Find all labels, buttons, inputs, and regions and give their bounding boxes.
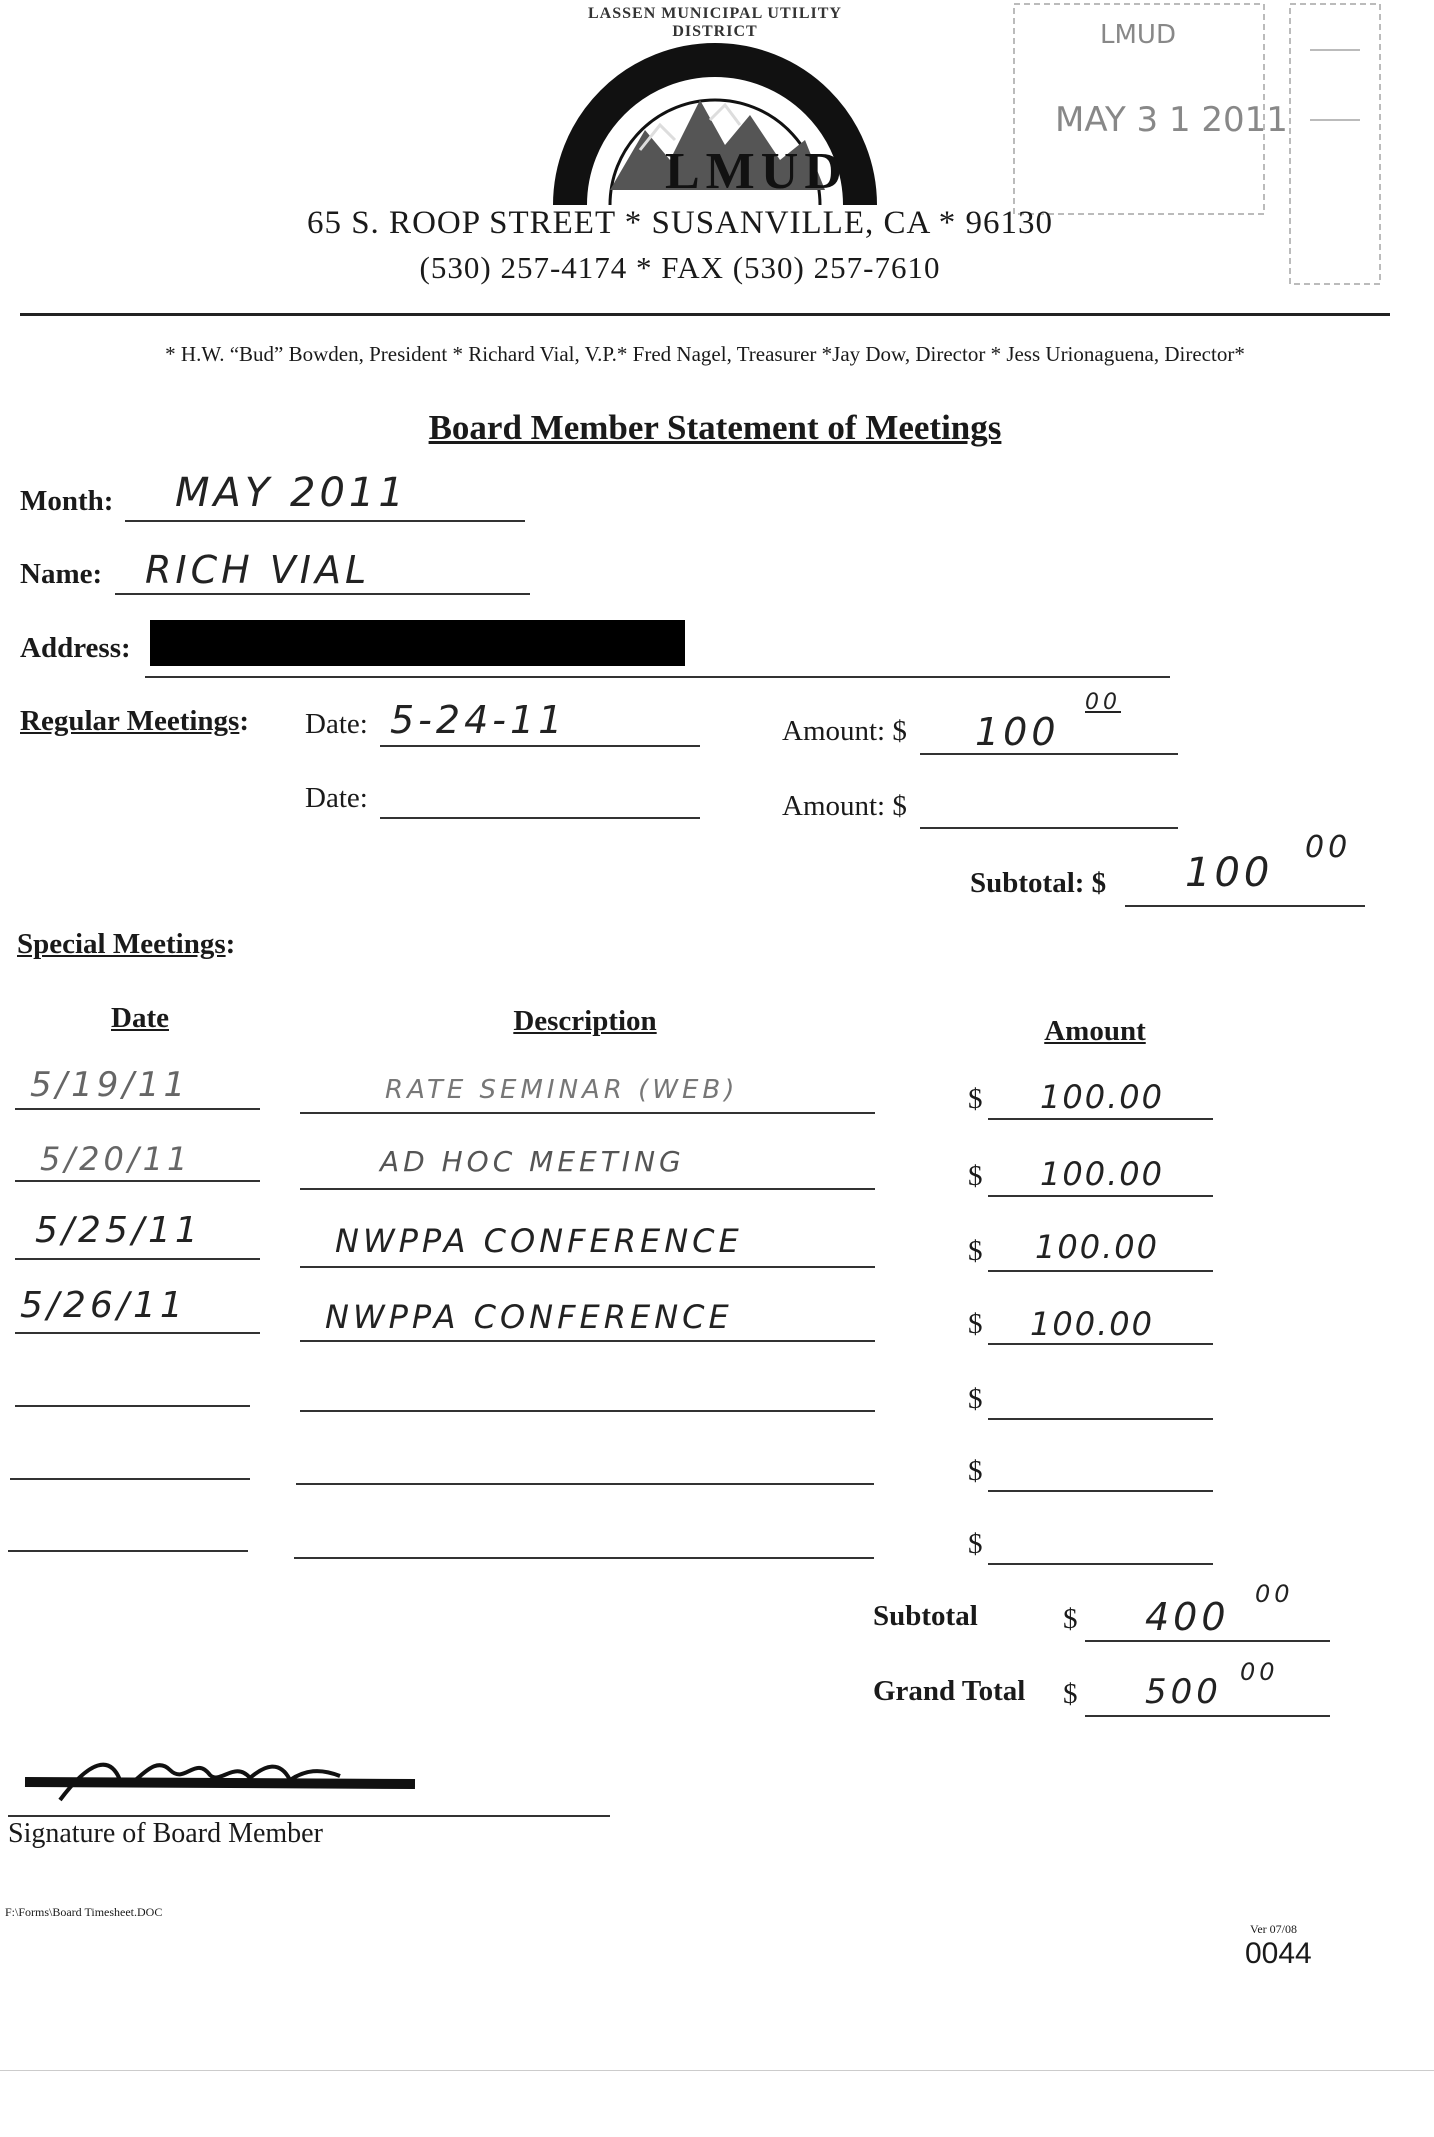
signature-scribble [20,1740,420,1810]
regular-subtotal-cents: 00 [1305,830,1352,865]
special-subtotal-currency: $ [1063,1603,1078,1635]
regular-date-label-2: Date: [305,782,368,814]
district-logo [550,30,880,210]
special-date-3[interactable]: 5/25/11 [35,1210,202,1251]
stamp-date: MAY 3 1 2011 [1055,100,1288,140]
special-desc-4[interactable]: NWPPA CONFERENCE [325,1298,733,1336]
letterhead-address: 65 S. ROOP STREET * SUSANVILLE, CA * 96130 [306,205,1054,241]
address-redaction [150,620,685,666]
regular-meetings-label: Regular Meetings: [20,705,250,737]
regular-date-1[interactable]: 5-24-11 [390,698,567,742]
special-header-date: Date [111,1002,169,1034]
special-currency-3: $ [968,1235,983,1267]
month-line [125,520,525,522]
regular-subtotal-line [1125,905,1365,907]
regular-amount-label-2: Amount: $ [782,790,907,822]
page-number: 0044 [1245,1937,1312,1970]
special-desc-2[interactable]: AD HOC MEETING [380,1145,685,1178]
logo-arc-text: LASSEN MUNICIPAL UTILITY DISTRICT [588,5,842,40]
month-label: Month: [20,485,114,517]
special-subtotal-value[interactable]: 400 [1145,1595,1230,1639]
regular-amount-label-1: Amount: $ [782,715,907,747]
header-divider [20,313,1390,316]
signature-line [8,1815,610,1817]
special-subtotal-line [1085,1640,1330,1642]
grand-total-label: Grand Total [873,1675,1026,1707]
grand-total-currency: $ [1063,1678,1078,1710]
special-amount-4[interactable]: 100.00 [1030,1305,1154,1343]
name-label: Name: [20,558,103,590]
name-value[interactable]: RICH VIAL [145,548,371,592]
regular-subtotal-label: Subtotal: $ [970,867,1107,899]
special-currency-6: $ [968,1455,983,1487]
name-line [115,593,530,595]
special-date-1[interactable]: 5/19/11 [30,1065,190,1105]
grand-total-value[interactable]: 500 [1145,1672,1222,1712]
special-currency-2: $ [968,1160,983,1192]
regular-date-line-2 [380,817,700,819]
special-desc-3[interactable]: NWPPA CONFERENCE [335,1222,743,1260]
special-currency-1: $ [968,1083,983,1115]
directors-list: * H.W. “Bud” Bowden, President * Richard Vial, V.P.* Fred Nagel, Treasurer *Jay Dow, Director * Jess Urionaguena, Director* [165,342,1245,366]
page-title: Board Member Statement of Meetings [428,408,1002,447]
logo-mark-text: LMUD [665,143,848,200]
grand-total-cents: 00 [1240,1658,1279,1686]
special-currency-7: $ [968,1528,983,1560]
special-amount-1[interactable]: 100.00 [1040,1078,1164,1116]
special-header-description: Description [513,1005,657,1037]
regular-date-line-1 [380,745,700,747]
month-value[interactable]: MAY 2011 [175,470,408,516]
regular-amount-cents-1: 00 [1085,690,1121,715]
footer-file-path: F:\Forms\Board Timesheet.DOC [5,1905,163,1919]
signature-label: Signature of Board Member [8,1818,323,1849]
special-meetings-label: Special Meetings: [17,928,236,960]
regular-amount-1[interactable]: 100 [975,710,1060,754]
special-desc-1[interactable]: RATE SEMINAR (WEB) [385,1075,739,1105]
address-line [145,676,1170,678]
special-amount-3[interactable]: 100.00 [1035,1228,1159,1266]
special-subtotal-label: Subtotal [873,1600,978,1632]
regular-amount-line-2 [920,827,1178,829]
special-amount-2[interactable]: 100.00 [1040,1155,1164,1193]
special-currency-5: $ [968,1383,983,1415]
regular-subtotal-value[interactable]: 100 [1185,850,1274,896]
scan-edge [0,2070,1434,2071]
grand-total-line [1085,1715,1330,1717]
stamp-top-text: LMUD [1100,20,1176,50]
special-date-4[interactable]: 5/26/11 [20,1285,187,1326]
special-date-2[interactable]: 5/20/11 [40,1140,192,1178]
address-label: Address: [20,632,131,664]
special-currency-4: $ [968,1308,983,1340]
special-subtotal-cents: 00 [1255,1580,1294,1608]
special-header-amount: Amount [1044,1015,1146,1047]
regular-date-label-1: Date: [305,708,368,740]
letterhead-phone: (530) 257-4174 * FAX (530) 257-7610 [419,250,941,285]
footer-version: Ver 07/08 [1250,1922,1297,1936]
